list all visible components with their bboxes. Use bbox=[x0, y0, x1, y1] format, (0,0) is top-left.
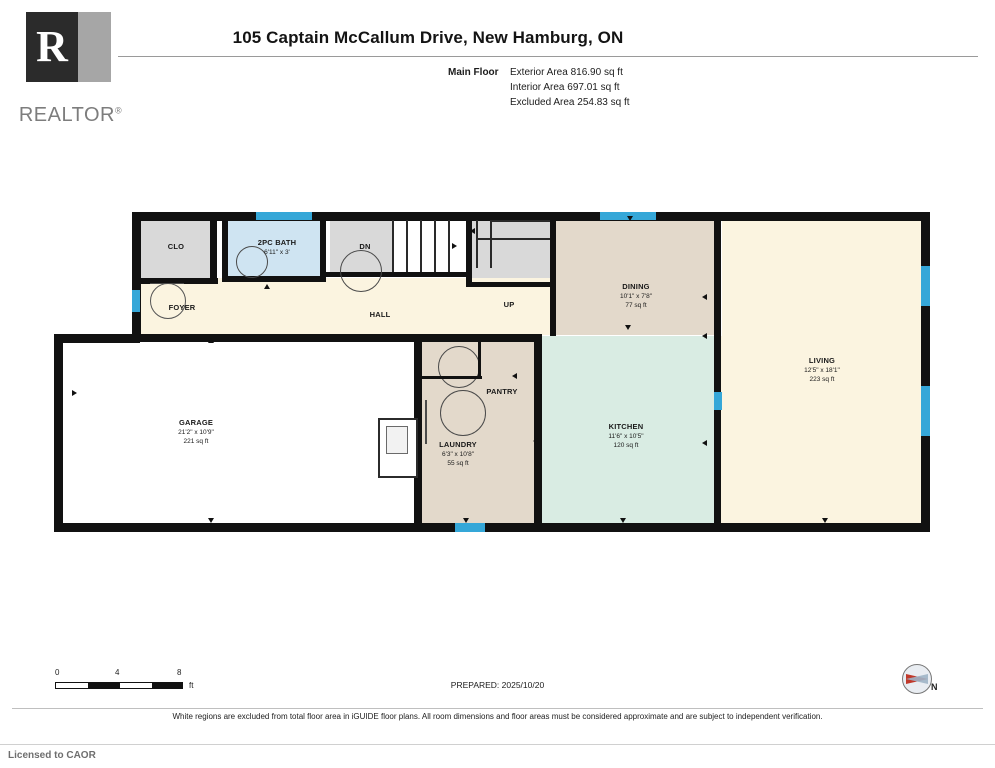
disclaimer-text: White regions are excluded from total floor area in iGUIDE floor plans. All room dimensions and floor areas must be considered approximate and are subject to independent verification. bbox=[172, 712, 823, 721]
realtor-wordmark bbox=[8, 104, 133, 127]
label-living-dim: 12'5" x 18'1" bbox=[804, 366, 840, 374]
wall-laundry-top bbox=[422, 334, 540, 342]
arrow-kitchen-bottom bbox=[620, 518, 626, 523]
label-kitchen-area: 120 sq ft bbox=[613, 442, 639, 449]
wall-up-bottom bbox=[466, 282, 556, 287]
wall-dining-left-lower bbox=[550, 287, 556, 336]
prepared-date: PREPARED: 2025/10/20 bbox=[450, 680, 545, 690]
label-pantry-name: PANTRY bbox=[486, 387, 518, 396]
realtor-logo-letter: R bbox=[36, 22, 68, 71]
door-laundry bbox=[440, 390, 486, 436]
area-row-exterior bbox=[448, 65, 978, 80]
compass-icon bbox=[898, 660, 946, 700]
arrow-dining-bottom bbox=[625, 325, 631, 330]
registered-mark: ® bbox=[114, 105, 123, 116]
scale-bar bbox=[55, 668, 194, 690]
room-fill-closet bbox=[140, 220, 210, 285]
header bbox=[0, 0, 995, 150]
label-living-name: LIVING bbox=[808, 356, 836, 365]
label-laundry-dim: 6'3" x 10'8" bbox=[441, 450, 475, 458]
door-foyer bbox=[150, 283, 186, 319]
label-bath bbox=[234, 238, 320, 257]
floor-plan bbox=[0, 150, 995, 620]
wall-bath-right bbox=[320, 220, 326, 278]
realtor-logo bbox=[8, 8, 133, 133]
stair-tread-1 bbox=[392, 220, 394, 272]
wall-pantry-side bbox=[478, 342, 481, 378]
arrow-kitchen-right-upper bbox=[702, 333, 707, 339]
label-foyer bbox=[154, 303, 210, 313]
label-kitchen bbox=[578, 422, 674, 451]
arrow-garage-left bbox=[72, 390, 77, 396]
stair-up-edge-2 bbox=[476, 238, 550, 240]
window-living-right bbox=[921, 386, 930, 436]
arrow-bath-door bbox=[264, 284, 270, 289]
stair-up-tread-1 bbox=[476, 220, 478, 268]
label-garage bbox=[146, 418, 246, 447]
wall-laundry-right bbox=[534, 334, 542, 524]
wall-garage-top bbox=[132, 334, 422, 342]
stair-up-landing-edge bbox=[490, 220, 550, 222]
label-dn bbox=[352, 242, 378, 252]
page-title: 105 Captain McCallum Drive, New Hamburg, ON bbox=[232, 28, 624, 47]
label-dining-name: DINING bbox=[622, 282, 650, 291]
label-bath-name: 2PC BATH bbox=[257, 238, 297, 247]
area-interior: Interior Area 697.01 sq ft bbox=[510, 82, 620, 93]
footer-divider bbox=[0, 744, 995, 745]
label-hall bbox=[350, 310, 410, 320]
wall-living-left bbox=[714, 220, 721, 525]
label-closet-name: CLO bbox=[167, 242, 185, 251]
label-laundry bbox=[418, 440, 498, 469]
compass-north-label: N bbox=[931, 682, 938, 692]
opening-kitchen-living bbox=[714, 392, 722, 410]
label-up bbox=[496, 300, 522, 310]
label-dn-name: DN bbox=[359, 242, 371, 251]
area-exterior: Exterior Area 816.90 sq ft bbox=[510, 67, 623, 78]
label-living-area: 223 sq ft bbox=[809, 376, 835, 383]
arrow-pantry-right bbox=[512, 373, 517, 379]
realtor-logo-mark bbox=[26, 12, 78, 82]
arrow-garage-bottom bbox=[208, 518, 214, 523]
label-closet bbox=[152, 242, 200, 252]
stair-direction-up-arrow bbox=[470, 228, 475, 234]
stair-direction-down-arrow bbox=[452, 243, 457, 249]
arrow-laundry-bottom bbox=[463, 518, 469, 523]
scale-tick-end: 8 bbox=[177, 668, 182, 677]
stair-tread-5 bbox=[448, 220, 450, 272]
disclaimer-divider bbox=[12, 708, 983, 709]
room-fill-dining bbox=[556, 220, 716, 335]
label-foyer-name: FOYER bbox=[168, 303, 196, 312]
wall-kitchen-corner bbox=[534, 334, 542, 340]
stair-tread-3 bbox=[420, 220, 422, 272]
area-excluded: Excluded Area 254.83 sq ft bbox=[510, 97, 630, 108]
arrow-garage-top bbox=[208, 338, 214, 343]
compass-needle-grey bbox=[906, 674, 928, 684]
label-up-name: UP bbox=[503, 300, 515, 309]
label-laundry-area: 55 sq ft bbox=[447, 460, 469, 467]
stair-up-tread-2 bbox=[490, 220, 492, 268]
label-pantry bbox=[476, 387, 528, 397]
area-row-interior bbox=[448, 80, 978, 95]
realtor-logo-block bbox=[78, 12, 111, 82]
title-block bbox=[118, 28, 978, 110]
scale-tick-mid: 4 bbox=[115, 668, 120, 677]
label-garage-dim: 21'2" x 10'9" bbox=[178, 428, 214, 436]
arrow-dining-top bbox=[627, 216, 633, 221]
scale-unit: ft bbox=[189, 681, 194, 690]
arrow-kitchen-right bbox=[702, 440, 707, 446]
label-kitchen-dim: 11'6" x 10'5" bbox=[608, 432, 644, 440]
label-bath-dim: 6'11" x 3' bbox=[264, 248, 290, 256]
window-living-right-upper bbox=[921, 266, 930, 306]
realtor-wordmark-text: REALTOR bbox=[18, 104, 115, 126]
label-kitchen-name: KITCHEN bbox=[608, 422, 644, 431]
wall-closet-right bbox=[210, 220, 217, 278]
wall-dining-left bbox=[550, 220, 556, 287]
wall-right bbox=[921, 212, 930, 532]
wall-left-upper bbox=[132, 212, 141, 340]
label-garage-area: 221 sq ft bbox=[183, 438, 209, 445]
arrow-living-bottom bbox=[822, 518, 828, 523]
arrow-kitchen-left bbox=[533, 438, 538, 444]
window-bath-top bbox=[256, 212, 312, 220]
door-hall-under-stair bbox=[340, 250, 382, 292]
area-row-excluded bbox=[448, 95, 978, 110]
license-text: Licensed to CAOR bbox=[8, 750, 96, 761]
window-foyer-left bbox=[132, 290, 140, 312]
appliance-washer-door bbox=[386, 426, 408, 454]
wall-bath-bottom bbox=[222, 276, 326, 282]
scale-tick-0: 0 bbox=[55, 668, 60, 677]
floor-label: Main Floor bbox=[448, 67, 499, 78]
label-garage-name: GARAGE bbox=[178, 418, 214, 427]
stair-tread-4 bbox=[434, 220, 436, 272]
arrow-dining-right bbox=[702, 294, 707, 300]
wall-bath-left bbox=[222, 220, 228, 280]
arrow-living-top bbox=[820, 216, 826, 221]
label-dining-area: 77 sq ft bbox=[625, 302, 647, 309]
scale-ticks bbox=[55, 668, 183, 680]
label-dining bbox=[588, 282, 684, 311]
title-divider bbox=[118, 56, 978, 57]
door-laundry-leaf bbox=[425, 400, 427, 444]
wall-bottom bbox=[54, 523, 930, 532]
window-laundry-bottom bbox=[455, 523, 485, 532]
wall-garage-top-left bbox=[54, 334, 140, 343]
wall-left-lower bbox=[54, 334, 63, 532]
label-laundry-name: LAUNDRY bbox=[439, 440, 477, 449]
door-pantry bbox=[438, 346, 480, 388]
stair-tread-2 bbox=[406, 220, 408, 272]
area-summary bbox=[118, 65, 978, 110]
wall-pantry-divider bbox=[422, 376, 482, 379]
label-dining-dim: 10'1" x 7'8" bbox=[619, 292, 653, 300]
label-hall-name: HALL bbox=[369, 310, 391, 319]
door-foyer-leaf bbox=[150, 283, 184, 284]
label-living bbox=[772, 356, 872, 385]
